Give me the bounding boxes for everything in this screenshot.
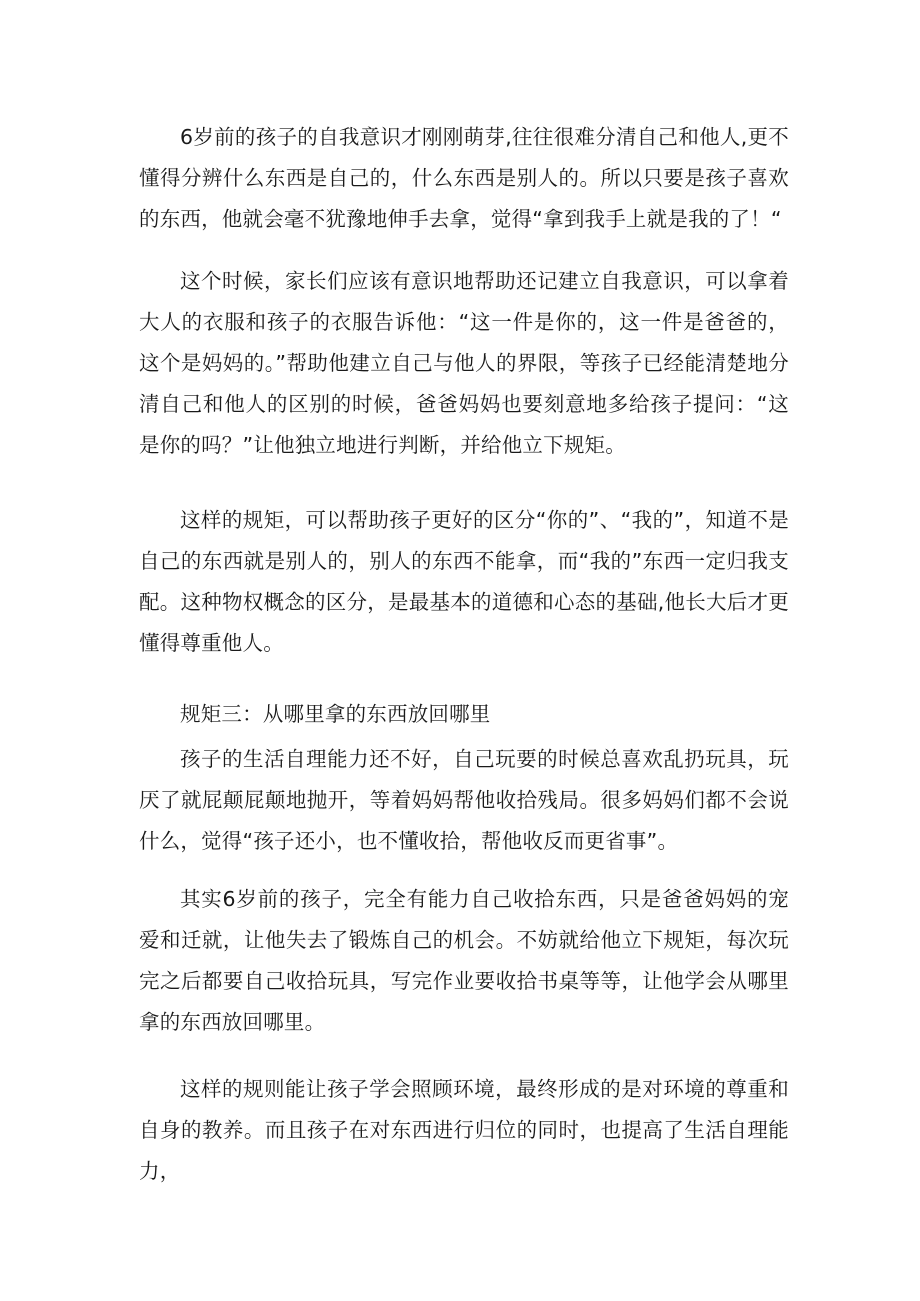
- section-heading-rule-three: 规矩三：从哪里拿的东西放回哪里: [180, 702, 491, 726]
- paragraph-environment-respect: 这样的规则能让孩子学会照顾环境，最终形成的是对环境的尊重和自身的教养。而且孩子在对东西进行归位的同时，也提高了生活自理能力，: [139, 1077, 789, 1183]
- paragraph-parent-guidance: 这个时候，家长们应该有意识地帮助还记建立自我意识，可以拿着大人的衣服和孩子的衣服告诉他：“这一件是你的，这一件是爸爸的，这个是妈妈的。”帮助他建立自己与他人的界限，等孩子已经能清楚地分清自己和他人的区别的时候，爸爸妈妈也要刻意地多给孩子提问：“这是你的吗？”让他独立地进行判断，并给他立下规矩。: [139, 269, 789, 457]
- paragraph-self-awareness: 6岁前的孩子的自我意识才刚刚萌芽,往往很难分清自己和他人,更不懂得分辨什么东西是自己的，什么东西是别人的。所以只要是孩子喜欢的东西，他就会毫不犹豫地伸手去拿，觉得“拿到我手上就是我的了！“: [139, 125, 789, 231]
- paragraph-tidying-toys: 孩子的生活自理能力还不好，自己玩要的时候总喜欢乱扔玩具，玩厌了就屁颠屁颠地抛开，等着妈妈帮他收拾残局。很多妈妈们都不会说什么，觉得“孩子还小，也不懂收拾，帮他收反而更省事”。: [139, 747, 789, 853]
- paragraph-capability: 其实6岁前的孩子，完全有能力自己收拾东西，只是爸爸妈妈的宠爱和迁就，让他失去了锻炼自己的机会。不妨就给他立下规矩，每次玩完之后都要自己收拾玩具，写完作业要收拾书桌等等，让他学会从哪里拿的东西放回哪里。: [139, 887, 789, 1034]
- paragraph-ownership-concept: 这样的规矩，可以帮助孩子更好的区分“你的”、“我的”，知道不是自己的东西就是别人的，别人的东西不能拿，而“我的”东西一定归我支配。这种物权概念的区分，是最基本的道德和心态的基础,他长大后才更懂得尊重他人。: [139, 508, 789, 655]
